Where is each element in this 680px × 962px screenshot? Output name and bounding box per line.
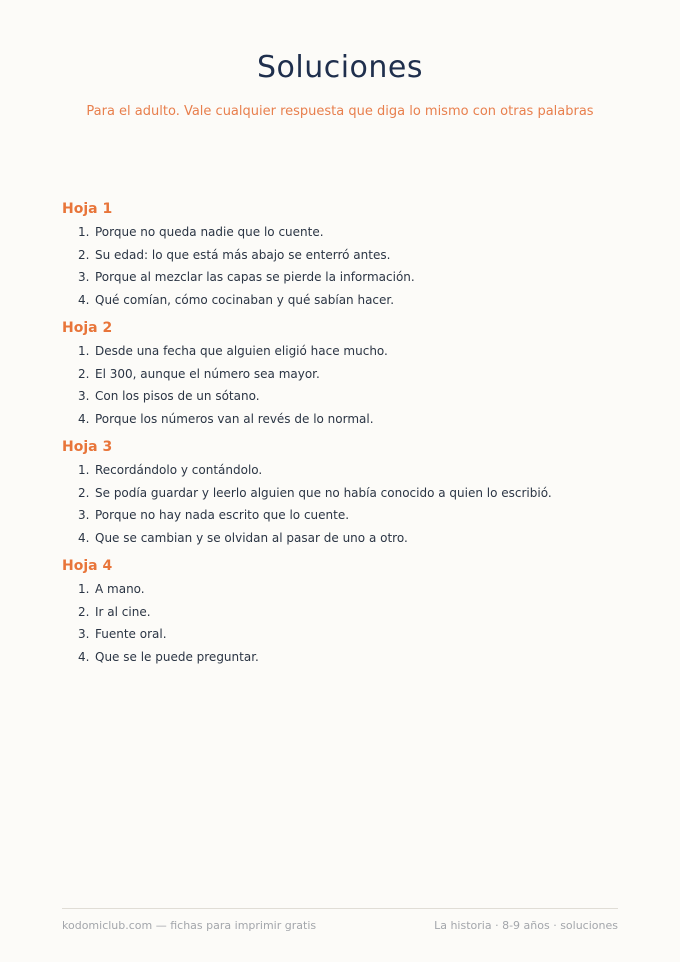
footer-site-text: kodomiclub.com — fichas para imprimir gratis <box>62 919 317 932</box>
answer-number: 4. <box>78 530 90 545</box>
sheet-heading: Hoja 2 <box>62 320 113 336</box>
answer-text: El 300, aunque el número sea mayor. <box>95 366 320 381</box>
answer-number: 1. <box>78 344 90 358</box>
sheet-section <box>62 200 642 311</box>
answer-item <box>62 221 642 244</box>
answer-text: Porque los números van al revés de lo normal. <box>95 411 374 426</box>
sheet-heading: Hoja 4 <box>62 558 113 574</box>
answer-text: Se podía guardar y leerlo alguien que no había conocido a quien lo escribió. <box>95 485 552 500</box>
answer-number: 3. <box>78 389 90 403</box>
answer-item <box>62 601 642 624</box>
answer-list <box>62 340 642 430</box>
answer-list <box>62 221 642 311</box>
answer-text: Que se le puede preguntar. <box>95 649 259 664</box>
page-title: Soluciones <box>256 50 424 85</box>
answer-number: 3. <box>78 627 90 641</box>
answer-text: Porque no hay nada escrito que lo cuente. <box>95 508 350 522</box>
answer-text: Recordándolo y contándolo. <box>95 463 263 477</box>
answer-number: 2. <box>78 604 90 619</box>
answer-text: Porque al mezclar las capas se pierde la información. <box>95 270 415 284</box>
answer-item <box>62 266 642 289</box>
answer-item <box>62 527 642 550</box>
answer-number: 1. <box>78 225 90 239</box>
answer-text: A mano. <box>95 582 145 596</box>
answer-list <box>62 578 642 668</box>
sheet-section <box>62 319 642 430</box>
page-subtitle: Para el adulto. Vale cualquier respuesta que diga lo mismo con otras palabras <box>86 104 594 119</box>
answer-item <box>62 363 642 386</box>
answer-list <box>62 459 642 549</box>
answer-text: Con los pisos de un sótano. <box>95 389 260 403</box>
sheet-heading: Hoja 3 <box>62 439 113 455</box>
answer-item <box>62 646 642 669</box>
answer-item <box>62 459 642 482</box>
answer-text: Porque no queda nadie que lo cuente. <box>95 225 324 239</box>
answer-text: Qué comían, cómo cocinaban y qué sabían hacer. <box>95 292 395 307</box>
footer-divider <box>62 908 618 909</box>
answer-item <box>62 504 642 527</box>
answer-number: 4. <box>78 649 90 664</box>
answer-number: 2. <box>78 366 90 381</box>
answer-item <box>62 578 642 601</box>
answer-text: Fuente oral. <box>95 627 167 641</box>
answer-number: 3. <box>78 270 90 284</box>
answer-number: 1. <box>78 582 90 596</box>
answer-number: 2. <box>78 485 90 500</box>
answer-text: Desde una fecha que alguien eligió hace mucho. <box>95 344 388 358</box>
sheet-section <box>62 557 642 668</box>
answer-item <box>62 482 642 505</box>
answer-item <box>62 340 642 363</box>
footer-topic-text: La historia · 8-9 años · soluciones <box>434 919 618 932</box>
answer-number: 1. <box>78 463 90 477</box>
answer-number: 2. <box>78 247 90 262</box>
answer-item <box>62 244 642 267</box>
answer-item <box>62 289 642 312</box>
sheet-section <box>62 438 642 549</box>
answer-item <box>62 385 642 408</box>
answer-text: Su edad: lo que está más abajo se enterró antes. <box>95 247 391 262</box>
answer-number: 4. <box>78 292 90 307</box>
answer-item <box>62 623 642 646</box>
sheet-heading: Hoja 1 <box>62 201 113 217</box>
answer-text: Ir al cine. <box>95 604 151 619</box>
solutions-list <box>62 200 642 676</box>
answer-number: 3. <box>78 508 90 522</box>
answer-text: Que se cambian y se olvidan al pasar de uno a otro. <box>95 530 408 545</box>
answer-item <box>62 408 642 431</box>
answer-number: 4. <box>78 411 90 426</box>
